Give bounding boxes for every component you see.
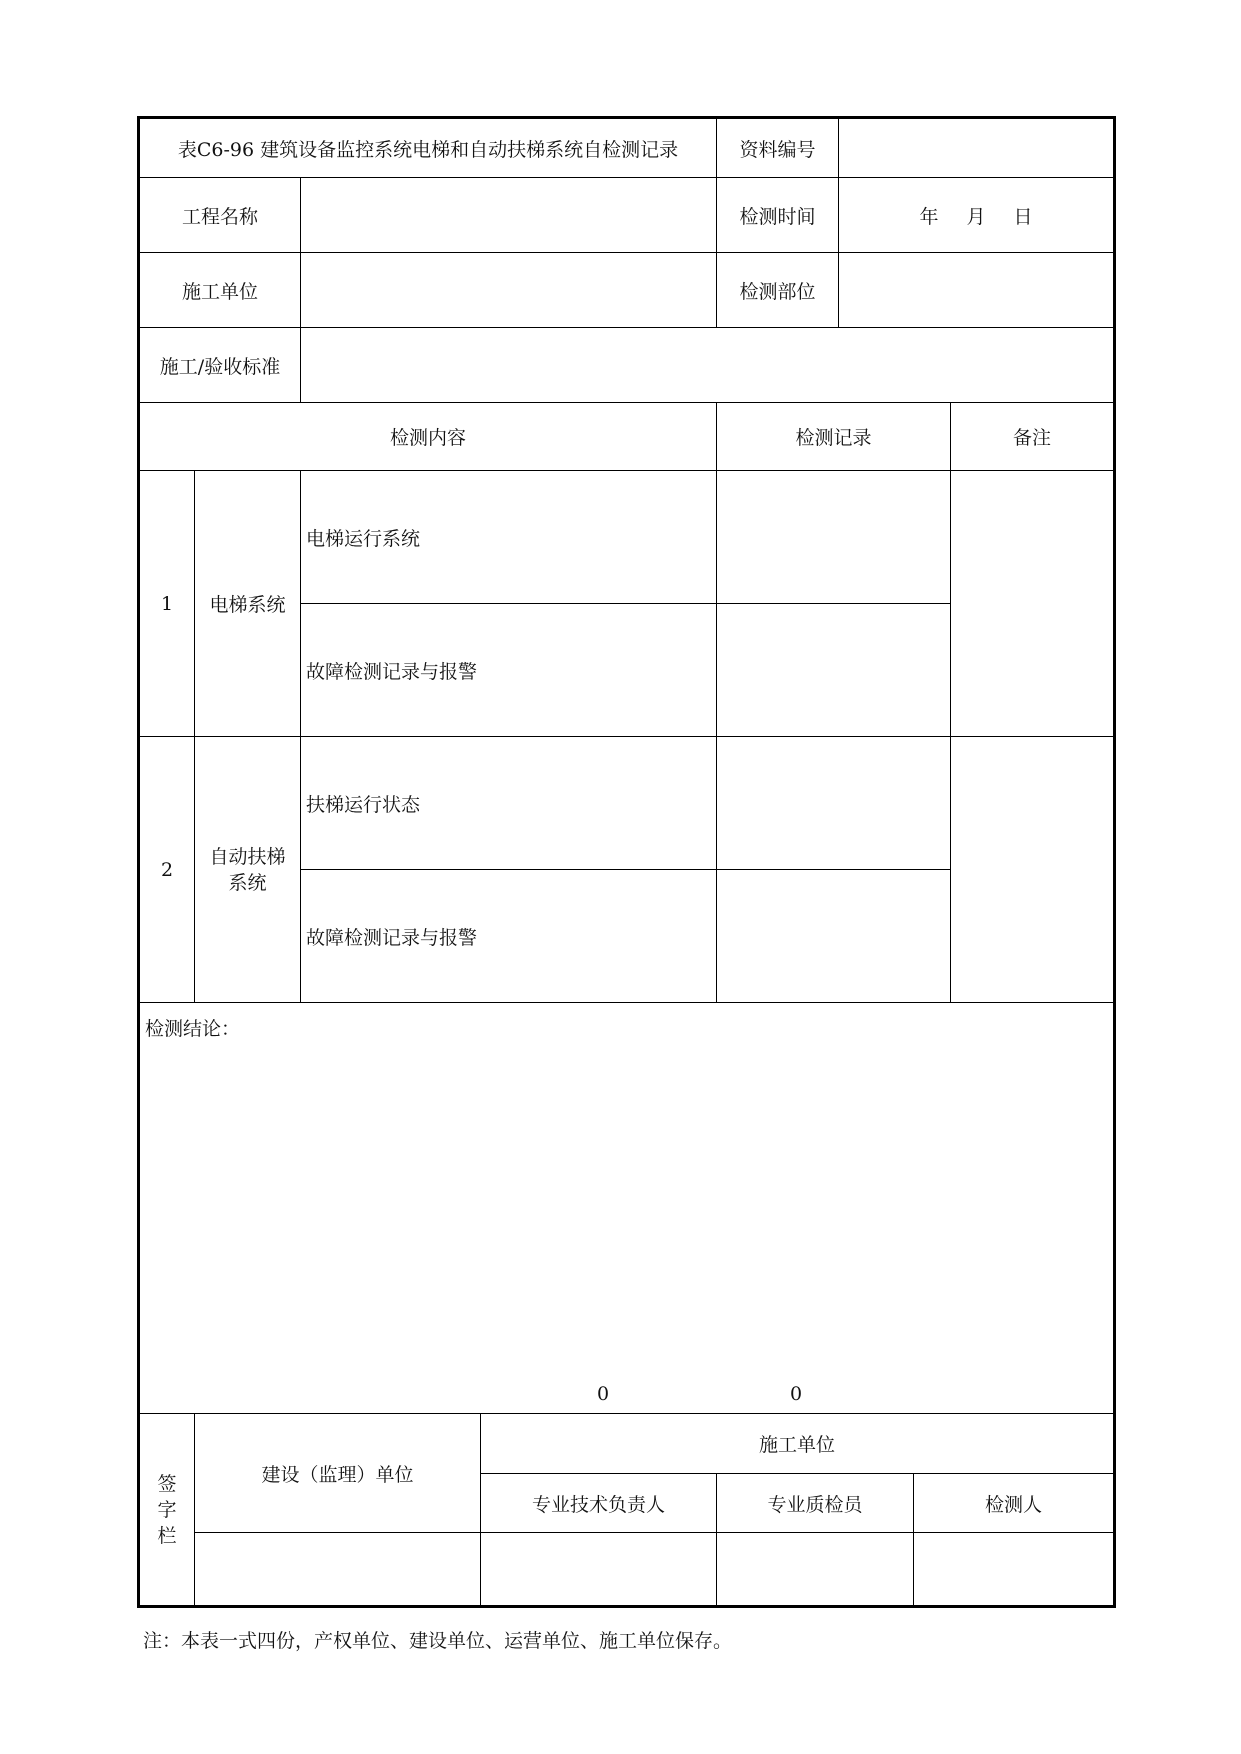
date-day: 日 <box>1013 205 1033 228</box>
group-2-system-line1: 自动扶梯 <box>209 845 286 868</box>
standard-label: 施工/验收标准 <box>139 328 301 403</box>
doc-no-field[interactable] <box>839 118 1115 178</box>
constructor-field[interactable] <box>301 253 717 328</box>
tester-signature[interactable] <box>914 1533 1115 1607</box>
group-1-item-2: 故障检测记录与报警 <box>301 604 717 737</box>
date-year: 年 <box>919 205 939 228</box>
project-name-field[interactable] <box>301 178 717 253</box>
constructor-label: 施工单位 <box>139 253 301 328</box>
group-2-system <box>195 737 301 1003</box>
conclusion-area[interactable] <box>139 1003 1115 1414</box>
group-1-item-2-record[interactable] <box>717 604 951 737</box>
group-2-system-line2: 系统 <box>228 871 267 894</box>
quality-inspector-label: 专业质检员 <box>717 1474 914 1533</box>
column-header-remark: 备注 <box>951 403 1115 471</box>
conclusion-value-2: 0 <box>790 1383 803 1405</box>
conclusion-label: 检测结论： <box>145 1018 241 1040</box>
date-month: 月 <box>966 205 986 228</box>
signature-char-1: 签 <box>157 1472 177 1495</box>
quality-inspector-signature[interactable] <box>717 1533 914 1607</box>
tech-lead-label: 专业技术负责人 <box>481 1474 717 1533</box>
standard-field[interactable] <box>301 328 1115 403</box>
test-location-label: 检测部位 <box>717 253 839 328</box>
group-2-item-2: 故障检测记录与报警 <box>301 870 717 1003</box>
group-1-item-1-record[interactable] <box>717 471 951 604</box>
group-2-item-1-record[interactable] <box>717 737 951 870</box>
group-2-item-2-record[interactable] <box>717 870 951 1003</box>
footnote: 注：本表一式四份，产权单位、建设单位、运营单位、施工单位保存。 <box>143 1630 733 1652</box>
project-name-label: 工程名称 <box>139 178 301 253</box>
owner-unit-signature[interactable] <box>195 1533 481 1607</box>
doc-no-label: 资料编号 <box>717 118 839 178</box>
signature-section-label <box>139 1414 195 1607</box>
group-2-item-1: 扶梯运行状态 <box>301 737 717 870</box>
signature-char-2: 字 <box>157 1498 177 1521</box>
form-title: 表C6-96 建筑设备监控系统电梯和自动扶梯系统自检测记录 <box>139 118 717 178</box>
tech-lead-signature[interactable] <box>481 1533 717 1607</box>
inspection-record-table <box>137 116 1116 1608</box>
column-header-content: 检测内容 <box>139 403 717 471</box>
signature-char-3: 栏 <box>157 1524 177 1547</box>
column-header-record: 检测记录 <box>717 403 951 471</box>
conclusion-value-1: 0 <box>597 1383 610 1405</box>
test-time-label: 检测时间 <box>717 178 839 253</box>
group-1-system: 电梯系统 <box>195 471 301 737</box>
test-date-field[interactable] <box>839 178 1115 253</box>
group-1-number: 1 <box>139 471 195 737</box>
owner-unit-label: 建设（监理）单位 <box>195 1414 481 1533</box>
group-1-remark[interactable] <box>951 471 1115 737</box>
group-2-number: 2 <box>139 737 195 1003</box>
group-1-item-1: 电梯运行系统 <box>301 471 717 604</box>
tester-label: 检测人 <box>914 1474 1115 1533</box>
group-2-remark[interactable] <box>951 737 1115 1003</box>
constructor-unit-label: 施工单位 <box>481 1414 1115 1474</box>
test-location-field[interactable] <box>839 253 1115 328</box>
